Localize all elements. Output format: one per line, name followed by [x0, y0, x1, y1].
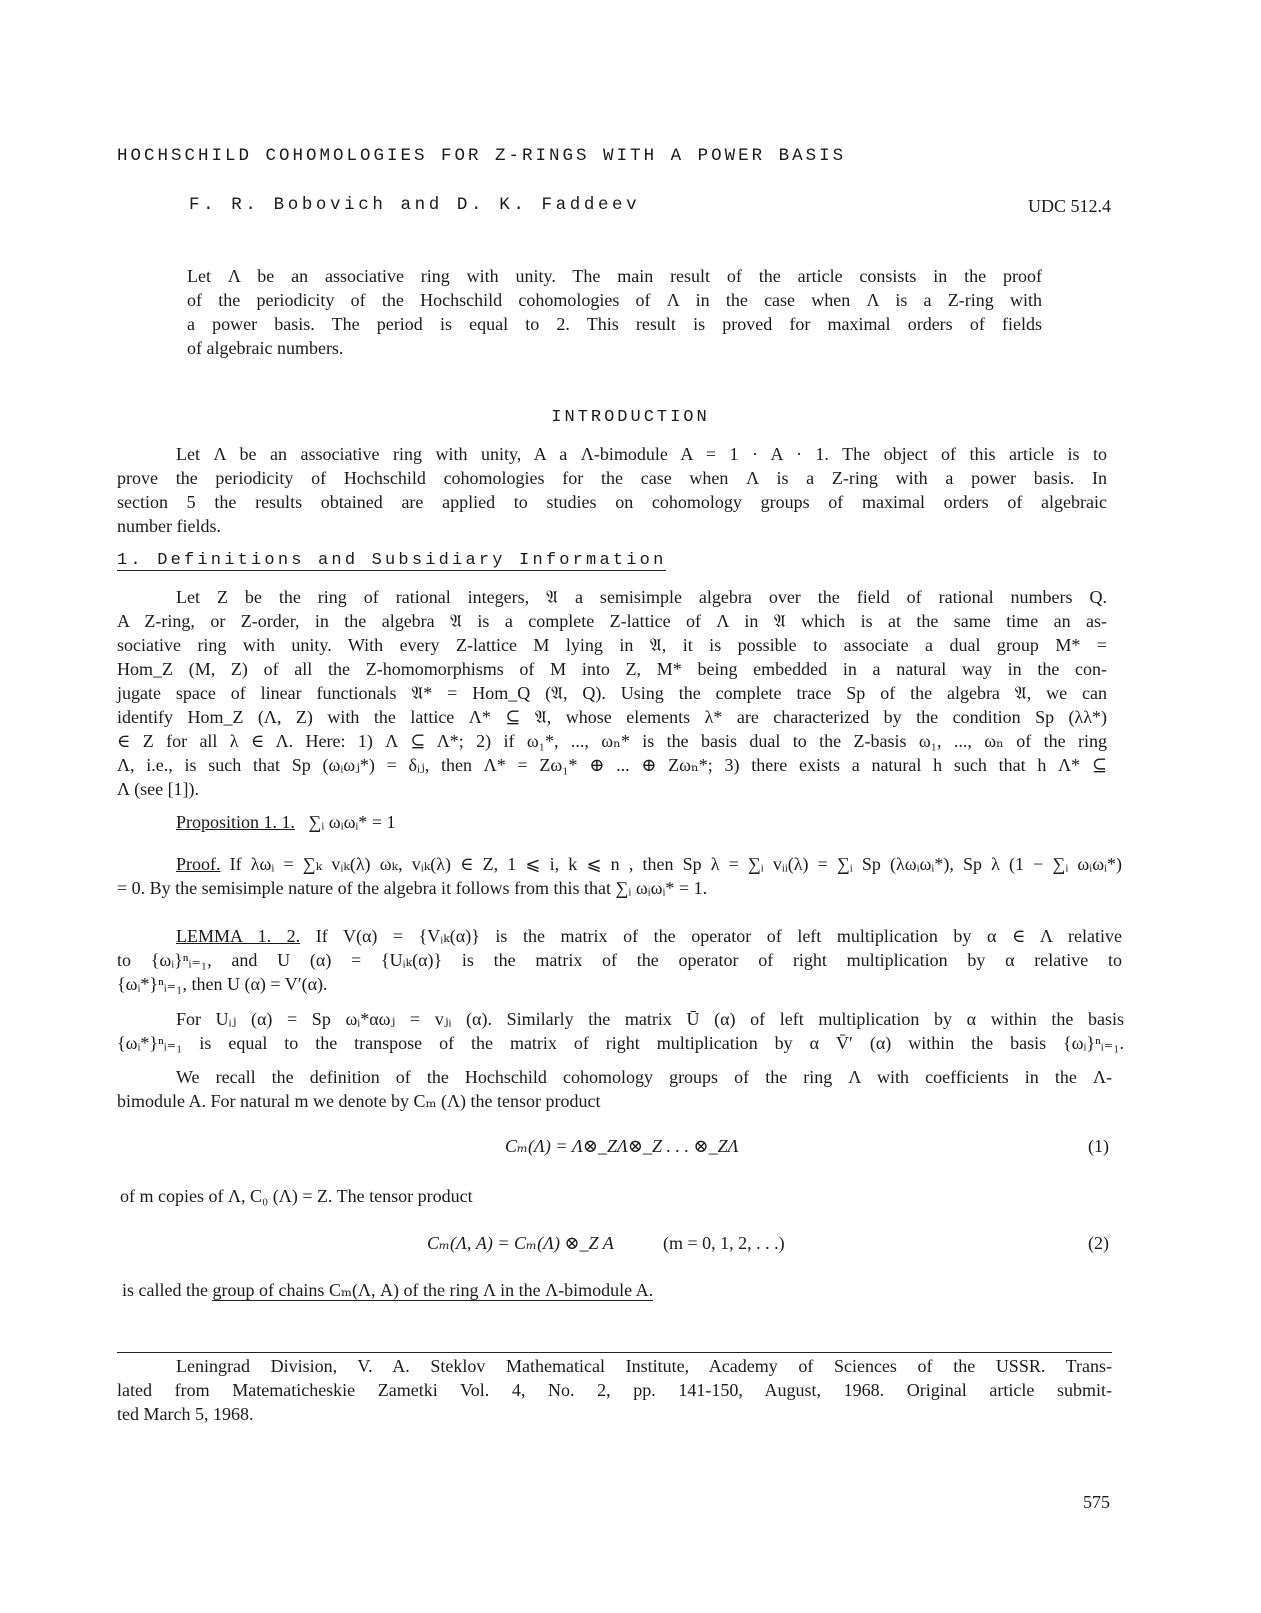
proof-line [117, 852, 1122, 876]
proposition [176, 812, 396, 833]
definitions-line: A Z-ring, or Z-order, in the algebra 𝔄 is a complete Z-lattice of Λ in 𝔄 which is at the same time an as- [117, 611, 1107, 631]
lemma-line: to {ωᵢ}ⁿᵢ₌₁, and U (α) = {Uᵢₖ(α)} is the matrix of the operator of right multiplication by α relative to [117, 950, 1122, 970]
footnote-rule [117, 1352, 1112, 1353]
tensor-text: of m copies of Λ, C₀ (Λ) = Z. The tensor product [120, 1186, 473, 1206]
recall-line: bimodule A. For natural m we denote by Cₘ (Λ) the tensor product [117, 1091, 601, 1111]
definitions-line: Λ (see [1]). [117, 779, 200, 799]
footnote-line: ted March 5, 1968. [117, 1404, 254, 1424]
intro-line: Let Λ be an associative ring with unity, A a Λ-bimodule A = 1 · A · 1. The object of this article is to [176, 444, 1107, 464]
transpose-line: {ωᵢ*}ⁿᵢ₌₁ is equal to the transpose of the matrix of right multiplication by α V̄′ (α) within the basis {ωᵢ}ⁿᵢ₌₁. [117, 1033, 1124, 1053]
recall-paragraph [117, 1065, 1112, 1113]
proposition-formula: ∑ᵢ ωᵢωᵢ* = 1 [308, 812, 396, 832]
introduction-heading: INTRODUCTION [551, 408, 710, 427]
recall-line: We recall the definition of the Hochschild cohomology groups of the ring Λ with coefficients in the Λ- [176, 1067, 1112, 1087]
definitions-line: Let Z be the ring of rational integers, 𝔄 a semisimple algebra over the field of rational numbers Q. [176, 587, 1107, 607]
intro-line: prove the periodicity of Hochschild cohomologies for the case when Λ is a Z-ring with a power basis. In [117, 468, 1107, 488]
transpose-paragraph [117, 1007, 1124, 1055]
article-authors: F. R. Bobovich and D. K. Faddeev [189, 195, 641, 215]
definitions-paragraph [117, 585, 1107, 801]
chains-term: group of chains Cₘ(Λ, A) of the ring Λ in the Λ-bimodule A. [212, 1280, 654, 1300]
section-heading: 1. Definitions and Subsidiary Information [117, 551, 667, 570]
lemma-paragraph [117, 924, 1122, 996]
abstract [187, 264, 1042, 360]
equation-2-condition: (m = 0, 1, 2, . . .) [663, 1233, 785, 1253]
proof-paragraph [117, 852, 1122, 900]
definitions-line: identify Hom_Z (Λ, Z) with the lattice Λ* ⊆ 𝔄, whose elements λ* are characterized by the condition Sp (λλ*) [117, 707, 1107, 727]
lemma-label: LEMMA 1. 2. [176, 926, 301, 946]
article-title: HOCHSCHILD COHOMOLOGIES FOR Z-RINGS WITH A POWER BASIS [117, 146, 847, 166]
abstract-line: a power basis. The period is equal to 2. This result is proved for maximal orders of fields [187, 314, 1042, 334]
footnote-line: Leningrad Division, V. A. Steklov Mathematical Institute, Academy of Sciences of the USSR. Trans- [176, 1356, 1112, 1376]
intro-line: section 5 the results obtained are applied to studies on cohomology groups of maximal orders of algebraic [117, 492, 1107, 512]
definitions-line: ∈ Z for all λ ∈ Λ. Here: 1) Λ ⊆ Λ*; 2) if ω₁*, ..., ωₙ* is the basis dual to the Z-basis ω₁, ..., ωₙ of the ring [117, 731, 1107, 751]
transpose-line: For Uᵢⱼ (α) = Sp ωᵢ*αωⱼ = vⱼᵢ (α). Similarly the matrix Ū (α) of left multiplication by α within the basis [176, 1009, 1124, 1029]
lemma-line: {ωᵢ*}ⁿᵢ₌₁, then U (α) = V′(α). [117, 974, 328, 994]
equation-2-number: (2) [1088, 1233, 1109, 1253]
definitions-line: sociative ring with unity. With every Z-lattice M lying in 𝔄, it is possible to associate a dual group M* = [117, 635, 1107, 655]
abstract-line: of algebraic numbers. [187, 338, 344, 358]
lemma-text: If V(α) = {Vᵢₖ(α)} is the matrix of the operator of left multiplication by α ∈ Λ relative [315, 926, 1122, 946]
definitions-line: Λ, i.e., is such that Sp (ωᵢωⱼ*) = δᵢⱼ, then Λ* = Zω₁* ⊕ ... ⊕ Zωₙ*; 3) there exists a natural h such that h Λ* ⊆ [117, 755, 1107, 775]
equation-1: Cₘ(Λ) = Λ⊗_ZΛ⊗_Z . . . ⊗_ZΛ [505, 1136, 739, 1156]
abstract-line: of the periodicity of the Hochschild cohomologies of Λ in the case when Λ is a Z-ring with [187, 290, 1042, 310]
footnote [117, 1354, 1112, 1426]
abstract-line: Let Λ be an associative ring with unity. The main result of the article consists in the proof [187, 266, 1042, 286]
page-number: 575 [1083, 1492, 1110, 1512]
intro-line: number fields. [117, 516, 221, 536]
proposition-label: Proposition 1. 1. [176, 812, 296, 832]
proof-text: If λωᵢ = ∑ₖ vᵢₖ(λ) ωₖ, vᵢₖ(λ) ∈ Z, 1 ⩽ i, k ⩽ n , then Sp λ = ∑ᵢ vᵢᵢ(λ) = ∑ᵢ Sp (λωᵢωᵢ*), Sp λ (1 − ∑ᵢ ωᵢωᵢ*) [229, 854, 1122, 874]
definitions-line: jugate space of linear functionals 𝔄* = Hom_Q (𝔄, Q). Using the complete trace Sp of the algebra 𝔄, we can [117, 683, 1107, 703]
proof-label: Proof. [176, 854, 221, 874]
chains-definition [122, 1280, 653, 1301]
definitions-line: Hom_Z (M, Z) of all the Z-homomorphisms of M into Z, M* being embedded in a natural way in the con- [117, 659, 1107, 679]
proof-line: = 0. By the semisimple nature of the algebra it follows from this that ∑ᵢ ωᵢωᵢ* = 1. [117, 878, 708, 898]
udc-code: UDC 512.4 [1027, 196, 1111, 216]
lemma-line [117, 924, 1122, 948]
introduction-paragraph [117, 442, 1107, 538]
chains-prefix: is called the [122, 1280, 208, 1300]
equation-2: Cₘ(Λ, A) = Cₘ(Λ) ⊗_Z A [427, 1233, 614, 1253]
footnote-line: lated from Matematicheskie Zametki Vol. 4, No. 2, pp. 141-150, August, 1968. Original article submit- [117, 1380, 1112, 1400]
equation-1-number: (1) [1088, 1136, 1109, 1156]
